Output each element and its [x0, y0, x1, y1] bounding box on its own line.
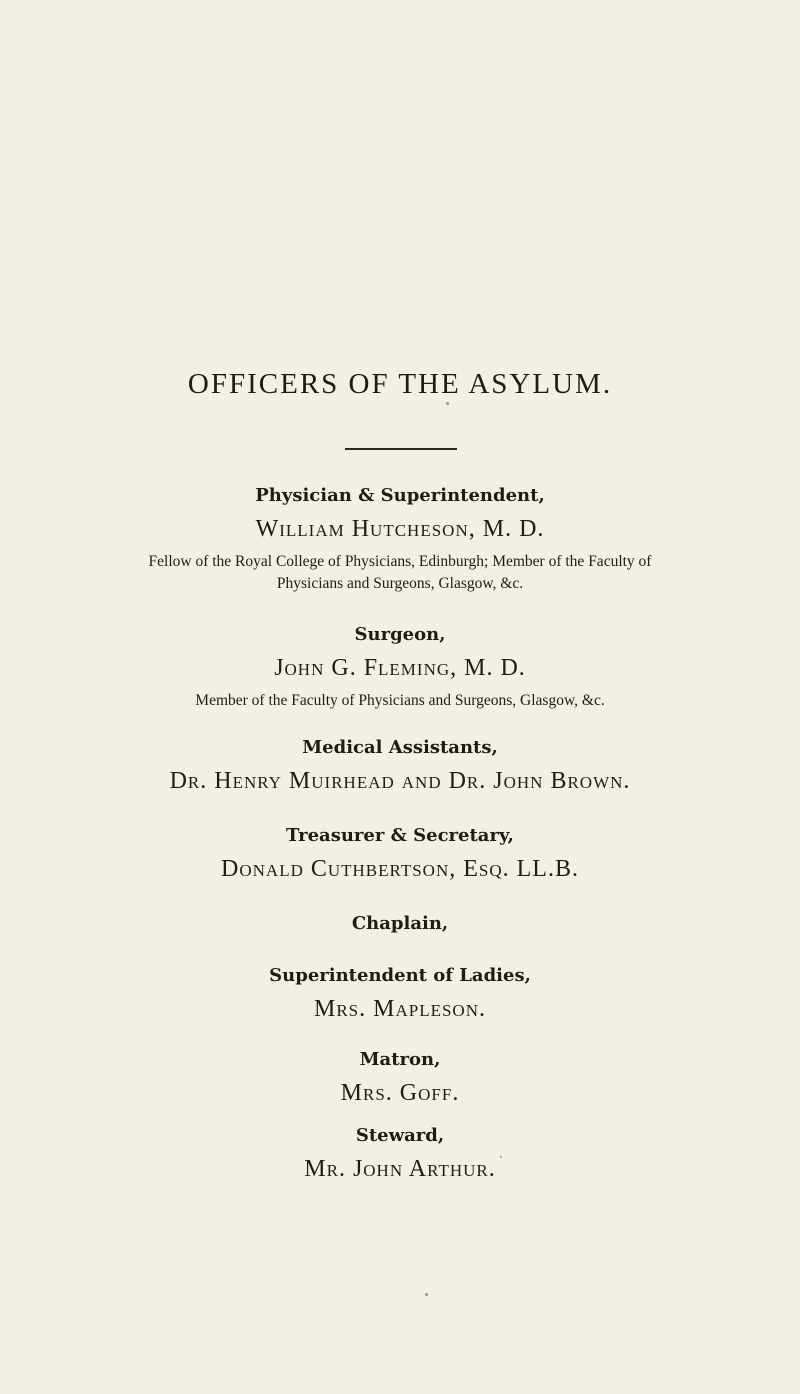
paper-speck	[425, 1293, 428, 1296]
officer-description-line: Physicians and Surgeons, Glasgow, &c.	[276, 575, 524, 592]
officer-role: Matron,	[359, 1049, 441, 1070]
officer-description-line: Fellow of the Royal College of Physicians, Edinburgh; Member of the Faculty of	[148, 553, 652, 570]
officer-role: Steward,	[355, 1125, 445, 1146]
paper-speck	[500, 1156, 502, 1158]
officer-name: Dr. Henry Muirhead and Dr. John Brown.	[169, 768, 631, 794]
officer-treasurer-secretary	[0, 823, 800, 885]
officer-role: Medical Assistants,	[302, 737, 498, 758]
officer-role: Physician & Superintendent,	[255, 485, 545, 506]
officer-name: Donald Cuthbertson, Esq. LL.B.	[221, 856, 579, 882]
officer-name: John G. Fleming, M. D.	[274, 655, 526, 681]
officer-name: Mr. John Arthur.	[304, 1156, 496, 1182]
officer-steward	[0, 1123, 800, 1185]
officer-medical-assistants	[0, 735, 800, 797]
officer-physician-superintendent	[0, 483, 800, 595]
officer-superintendent-of-ladies	[0, 963, 800, 1025]
officer-name: William Hutcheson, M. D.	[255, 516, 545, 542]
officer-role: Chaplain,	[351, 913, 449, 934]
officer-surgeon	[0, 622, 800, 712]
page-title: OFFICERS OF THE ASYLUM.	[187, 368, 613, 400]
officer-chaplain	[0, 911, 800, 937]
officer-role: Treasurer & Secretary,	[286, 825, 514, 846]
officer-description-line: Member of the Faculty of Physicians and Surgeons, Glasgow, &c.	[195, 692, 605, 709]
officer-name: Mrs. Mapleson.	[314, 996, 486, 1022]
officer-role: Superintendent of Ladies,	[269, 965, 531, 986]
officer-role: Surgeon,	[354, 624, 446, 645]
paper-speck	[446, 402, 449, 405]
title-divider	[345, 448, 457, 450]
officer-name: Mrs. Goff.	[340, 1080, 460, 1106]
officer-matron	[0, 1047, 800, 1109]
